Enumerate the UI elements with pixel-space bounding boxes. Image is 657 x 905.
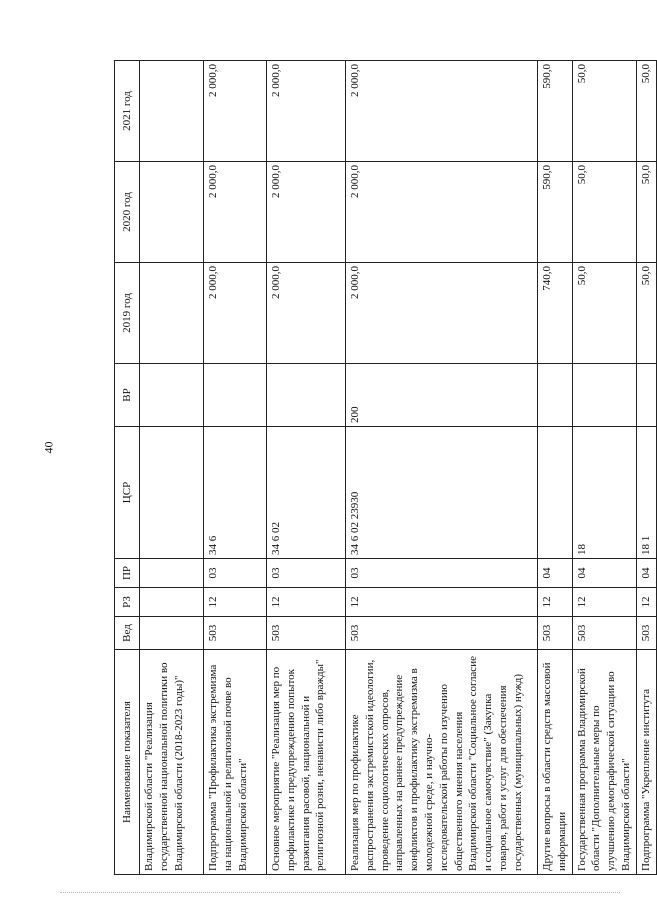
- row-2020: 2 000,0: [204, 162, 267, 263]
- row-2020: [140, 162, 204, 263]
- header-pr: ПР: [115, 559, 140, 588]
- row-rz: 12: [636, 588, 656, 617]
- row-2019: 2 000,0: [204, 263, 267, 364]
- row-vr: [267, 364, 346, 427]
- row-csr: 34 6: [204, 427, 267, 559]
- row-pr: 04: [538, 559, 573, 588]
- row-2020: 2 000,0: [346, 162, 538, 263]
- row-ved: 503: [572, 617, 636, 650]
- row-2019: 50,0: [572, 263, 636, 364]
- row-rz: 12: [204, 588, 267, 617]
- row-pr: 04: [572, 559, 636, 588]
- row-vr: [140, 364, 204, 427]
- row-pr: 03: [346, 559, 538, 588]
- row-name: Другие вопросы в области средств массовой информации: [538, 650, 573, 875]
- row-ved: [140, 617, 204, 650]
- header-2020: 2020 год: [115, 162, 140, 263]
- row-ved: 503: [538, 617, 573, 650]
- scan-edge-line: [60, 892, 620, 893]
- row-2019: 2 000,0: [267, 263, 346, 364]
- row-2019: 50,0: [636, 263, 656, 364]
- row-rz: 12: [267, 588, 346, 617]
- row-ved: 503: [204, 617, 267, 650]
- row-name: Подпрограмма "Профилактика экстремизма на национальной и религиозной почве во Владимирской области": [204, 650, 267, 875]
- row-csr: 18: [572, 427, 636, 559]
- table-row: [572, 61, 636, 875]
- row-vr: [636, 364, 656, 427]
- row-vr: [204, 364, 267, 427]
- row-name: Владимирской области "Реализация государственной национальной политики во Владимирской области (2018-2023 годы)": [140, 650, 204, 875]
- header-ved: Вед: [115, 617, 140, 650]
- table-row: [636, 61, 656, 875]
- row-name: Основное мероприятие "Реализация мер по профилактике и предупреждению попыток разжигания расовой, национальной и религиозной розни, ненависти либо вражды": [267, 650, 346, 875]
- row-csr: 34 6 02 23930: [346, 427, 538, 559]
- row-rz: 12: [572, 588, 636, 617]
- rotated-table-container: [114, 61, 652, 875]
- row-2020: 2 000,0: [267, 162, 346, 263]
- table-row: [346, 61, 538, 875]
- table-row: [538, 61, 573, 875]
- row-ved: 503: [636, 617, 656, 650]
- row-csr: [140, 427, 204, 559]
- row-csr: [538, 427, 573, 559]
- row-2019: 2 000,0: [346, 263, 538, 364]
- row-rz: 12: [538, 588, 573, 617]
- row-vr: 200: [346, 364, 538, 427]
- table-row: [267, 61, 346, 875]
- row-ved: 503: [267, 617, 346, 650]
- row-vr: [572, 364, 636, 427]
- header-csr: ЦСР: [115, 427, 140, 559]
- page-number: 40: [41, 441, 56, 454]
- table-row: [140, 61, 204, 875]
- row-2021: 50,0: [572, 61, 636, 162]
- row-pr: [140, 559, 204, 588]
- row-2021: 2 000,0: [267, 61, 346, 162]
- header-2019: 2019 год: [115, 263, 140, 364]
- row-rz: [140, 588, 204, 617]
- table-row: [204, 61, 267, 875]
- row-2021: 50,0: [636, 61, 656, 162]
- row-pr: 03: [204, 559, 267, 588]
- row-rz: 12: [346, 588, 538, 617]
- header-2021: 2021 год: [115, 61, 140, 162]
- row-2019: 740,0: [538, 263, 573, 364]
- row-2021: 2 000,0: [346, 61, 538, 162]
- row-2021: [140, 61, 204, 162]
- header-vr: ВР: [115, 364, 140, 427]
- budget-table: [114, 60, 657, 875]
- header-name: Наименование показателя: [115, 650, 140, 875]
- row-csr: 18 1: [636, 427, 656, 559]
- row-2020: 50,0: [636, 162, 656, 263]
- row-name: Реализация мер по профилактике распространения экстремистской идеологии, проведение социологических опросов, направленных на раннее предупреждение конфликтов и профилактику экстремизма в молодежной среде, и научно-исследовательской работы по изучению общественного мнения населения Владимирской области "Социальное согласие и социальное самочувствие" (Закупка товаров, работ и услуг для обеспечения государственных (муниципальных) нужд): [346, 650, 538, 875]
- header-row: [115, 61, 140, 875]
- row-name: Государственная программа Владимирской области "Дополнительные меры по улучшению демографической ситуации во Владимирской области": [572, 650, 636, 875]
- row-csr: 34 6 02: [267, 427, 346, 559]
- row-2020: 50,0: [572, 162, 636, 263]
- row-ved: 503: [346, 617, 538, 650]
- row-vr: [538, 364, 573, 427]
- row-2021: 590,0: [538, 61, 573, 162]
- row-name: Подпрограмма "Укрепление института: [636, 650, 656, 875]
- row-pr: 03: [267, 559, 346, 588]
- row-2020: 590,0: [538, 162, 573, 263]
- row-2021: 2 000,0: [204, 61, 267, 162]
- row-2019: [140, 263, 204, 364]
- row-pr: 04: [636, 559, 656, 588]
- header-rz: РЗ: [115, 588, 140, 617]
